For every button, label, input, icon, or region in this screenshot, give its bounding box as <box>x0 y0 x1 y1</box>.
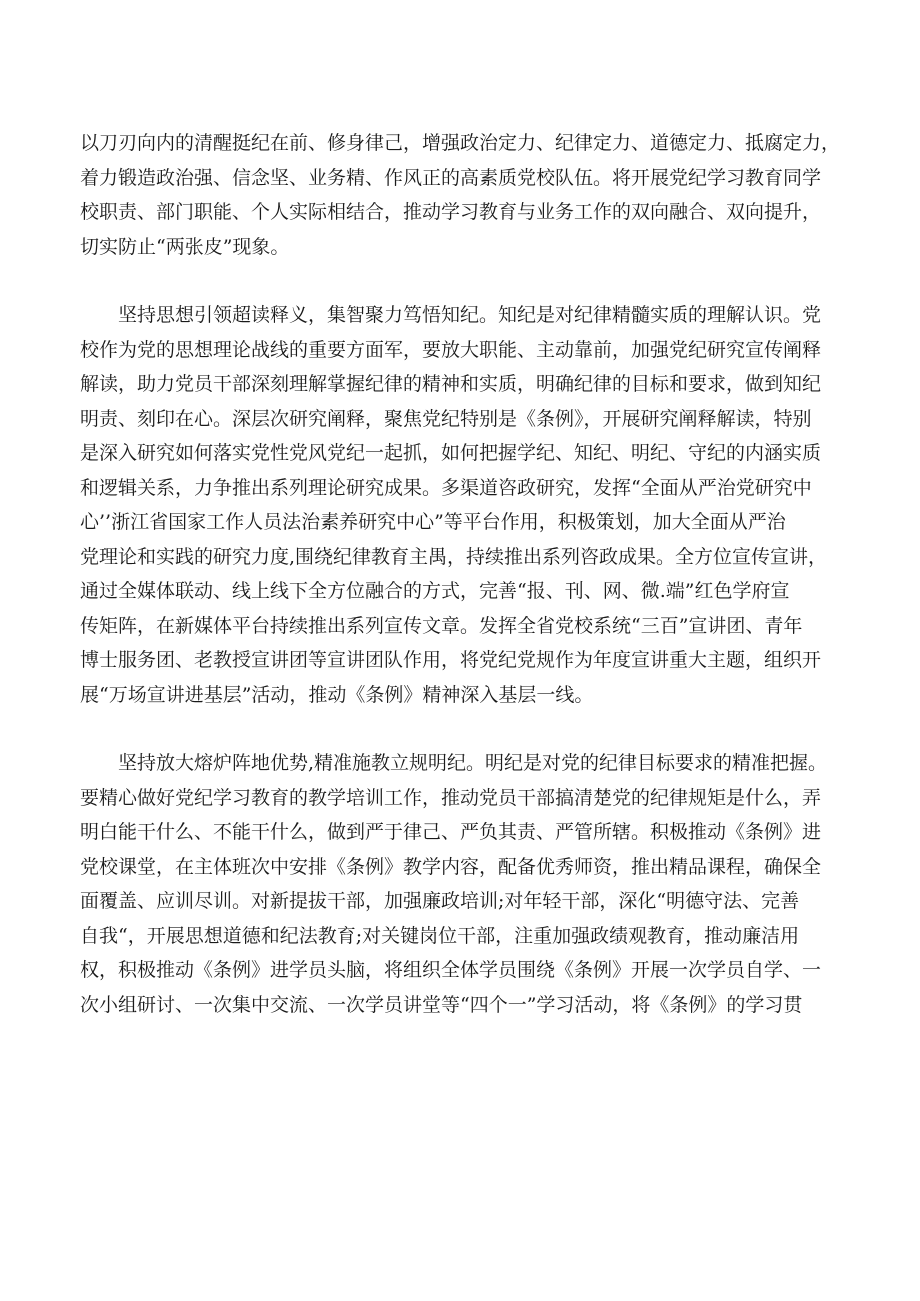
text-line: 自我“，开展思想道德和纪法教育;对关键岗位干部，注重加强政绩观教育，推动廉洁用 <box>80 924 800 947</box>
text-line: 权，积极推动《条例》进学员头脑，将组织全体学员围绕《条例》开展一次学员自学、一 <box>80 959 822 981</box>
text-line: 心’’浙江省国家工作人员法治素养研究中心”等平台作用，积极策划，加大全面从严治 <box>80 511 786 533</box>
text-line: 坚持放大熔炉阵地优势,精准施教立规明纪。明纪是对党的纪律目标要求的精准把握。 <box>118 752 828 774</box>
text-line: 要精心做好党纪学习教育的教学培训工作，推动党员干部搞清楚党的纪律规矩是什么，弄 <box>80 786 822 809</box>
text-line: 党理论和实践的研究力度,围绕纪律教育主禺，持续推出系列咨政成果。全方位宣传宣讲， <box>80 545 828 568</box>
text-line: 通过全媒体联动、线上线下全方位融合的方式，完善“报、刊、网、微.端”红色学府宣 <box>80 580 790 602</box>
text-line: 次小组研讨、一次集中交流、一次学员讲堂等“四个一”学习活动，将《条例》的学习贯 <box>80 993 803 1016</box>
text-line: 明白能干什么、不能干什么，做到严于律己、严负其责、严管所辖。积极推动《条例》进 <box>80 821 822 843</box>
text-line: 解读，助力党员干部深刻理解掌握纪律的精神和实质，明确纪律的目标和要求，做到知纪 <box>80 373 822 395</box>
text-line: 面覆盖、应训尽训。对新提拔干部，加强廉政培训;对年轻干部，深化“明德守法、完善 <box>80 890 800 912</box>
text-line: 切实防止“两张皮”现象。 <box>80 235 290 258</box>
text-line: 和逻辑关系，力争推出系列理论研究成果。多渠道咨政研究，发挥“全面从严治党研究中 <box>80 476 812 499</box>
text-line: 校作为党的思想理论战线的重要方面军，要放大职能、主动靠前，加强党纪研究宣传阐释 <box>80 338 822 361</box>
paragraph-1 <box>80 126 860 264</box>
paragraph-2 <box>80 298 860 712</box>
text-line: 博士服务团、老教授宣讲团等宣讲团队作用，将党纪党规作为年度宣讲重大主题，组织开 <box>80 649 822 671</box>
text-line: 校职责、部门职能、个人实际相结合，推动学习教育与业务工作的双向融合、双向提升， <box>80 201 822 223</box>
text-line: 是深入研究如何落实党性党风党纪一起抓，如何把握学纪、知纪、明纪、守纪的内涵实质 <box>80 442 822 464</box>
paragraph-3 <box>80 746 860 1022</box>
text-line: 传矩阵，在新媒体平台持续推出系列宣传文章。发挥全省党校系统“三百”宣讲团、青年 <box>80 614 803 637</box>
document-body <box>80 126 860 1022</box>
text-line: 展“万场宣讲进基层”活动，推动《条例》精神深入基层一线。 <box>80 683 594 706</box>
text-line: 以刀刃向内的清醒挺纪在前、修身律己，增强政治定力、纪律定力、道德定力、抵腐定力， <box>80 132 841 154</box>
text-line: 着力锻造政治强、信念坚、业务精、作风正的高素质党校队伍。将开展党纪学习教育同学 <box>80 166 822 189</box>
text-line: 明责、刻印在心。深层次研究阐释，聚焦党纪特别是《条例》，开展研究阐释解读，特别 <box>80 407 812 430</box>
text-line: 坚持思想引领超读释义，集智聚力笃悟知纪。知纪是对纪律精髓实质的理解认识。党 <box>118 304 822 326</box>
text-line: 党校课堂，在主体班次中安排《条例》教学内容，配备优秀师资，推出精品课程，确保全 <box>80 855 822 878</box>
